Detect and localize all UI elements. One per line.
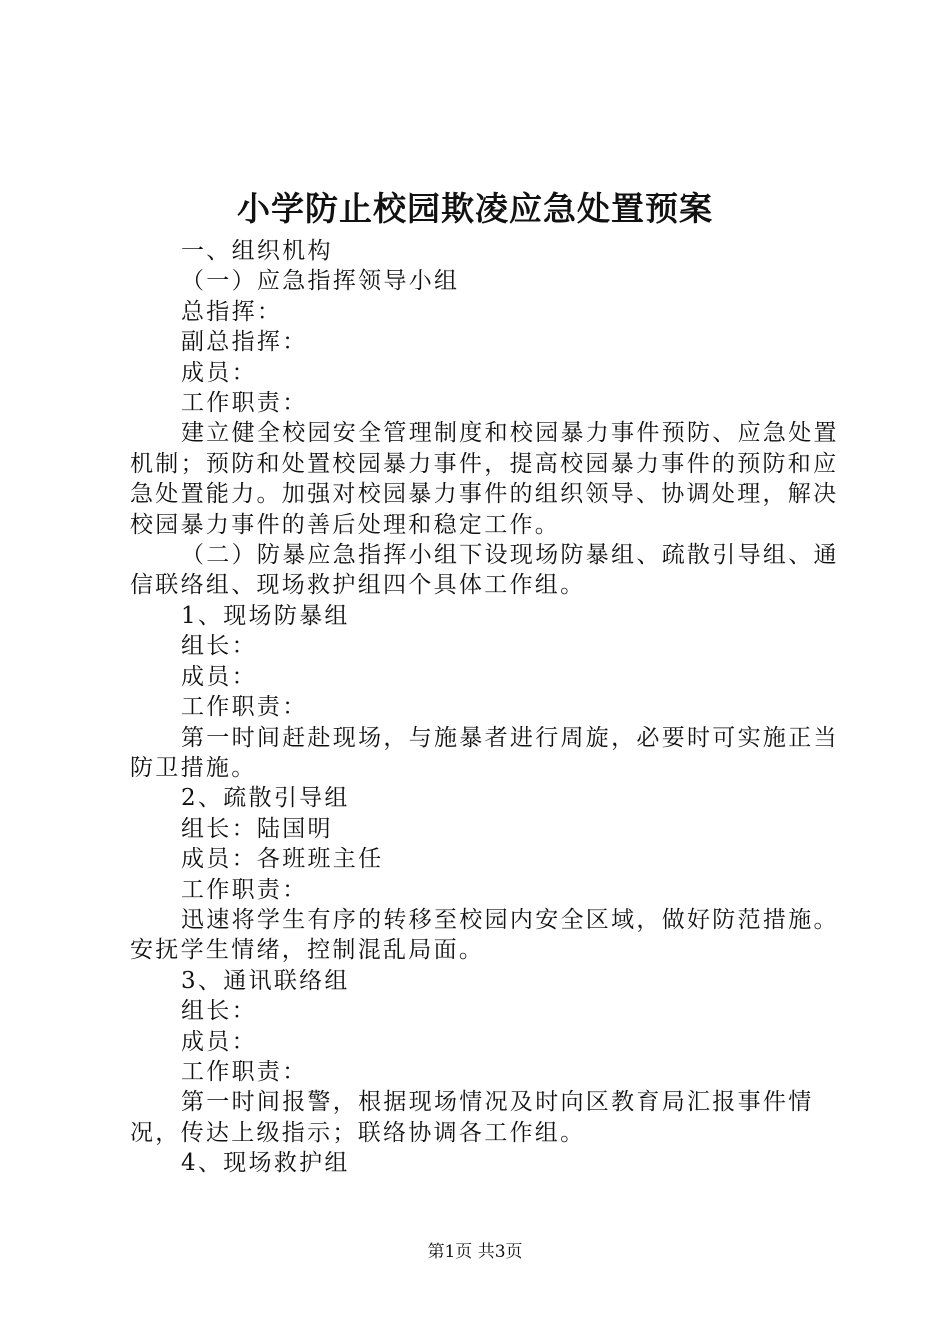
field-duties: 工作职责： xyxy=(181,876,308,903)
page-footer: 第1页 共3页 xyxy=(427,1242,523,1262)
field-group-leader: 组长： xyxy=(181,633,257,660)
paragraph-evacuation-duties: 迅速将学生有序的转移至校园内安全区域，做好防范措施。安抚学生情绪，控制混乱局面。 xyxy=(130,906,839,964)
paragraph-command-duties: 建立健全校园安全管理制度和校园暴力事件预防、应急处置机制；预防和处置校园暴力事件，提高校园暴力事件的预防和应急处置能力。加强对校园暴力事件的组织领导、协调处理，解决校园暴力事件的善后处理和稳定工作。 xyxy=(130,420,839,538)
document-body xyxy=(130,236,860,1179)
subsection-heading-work-groups: （二）防暴应急指挥小组下设现场防暴组、疏散引导组、通信联络组、现场救护组四个具体工作组。 xyxy=(130,542,839,599)
field-duties: 工作职责： xyxy=(181,390,308,417)
field-duties: 工作职责： xyxy=(181,694,308,721)
field-members: 成员： xyxy=(181,1028,257,1055)
field-members: 成员：各班班主任 xyxy=(181,846,384,873)
subsection-heading-command-group: （一）应急指挥领导小组 xyxy=(181,268,460,295)
group-heading-evacuation: 2、疏散引导组 xyxy=(181,785,350,812)
paragraph-communication-duties: 第一时间报警，根据现场情况及时向区教育局汇报事件情况，传达上级指示；联络协调各工作组。 xyxy=(130,1089,814,1146)
field-group-leader: 组长： xyxy=(181,998,257,1025)
section-heading-organization: 一、组织机构 xyxy=(181,238,333,264)
field-members: 成员： xyxy=(181,359,257,386)
field-duties: 工作职责： xyxy=(181,1058,308,1085)
field-deputy-commander: 副总指挥： xyxy=(181,329,308,356)
group-heading-rescue: 4、现场救护组 xyxy=(181,1150,350,1177)
field-group-leader: 组长：陆国明 xyxy=(181,815,333,842)
paragraph-anti-violence-duties: 第一时间赶赴现场，与施暴者进行周旋，必要时可实施正当防卫措施。 xyxy=(130,724,839,781)
group-heading-anti-violence: 1、现场防暴组 xyxy=(181,602,350,629)
group-heading-communication: 3、通讯联络组 xyxy=(181,967,350,994)
document-title: 小学防止校园欺凌应急处置预案 xyxy=(237,189,713,228)
field-commander: 总指挥： xyxy=(181,298,283,325)
field-members: 成员： xyxy=(181,663,257,690)
